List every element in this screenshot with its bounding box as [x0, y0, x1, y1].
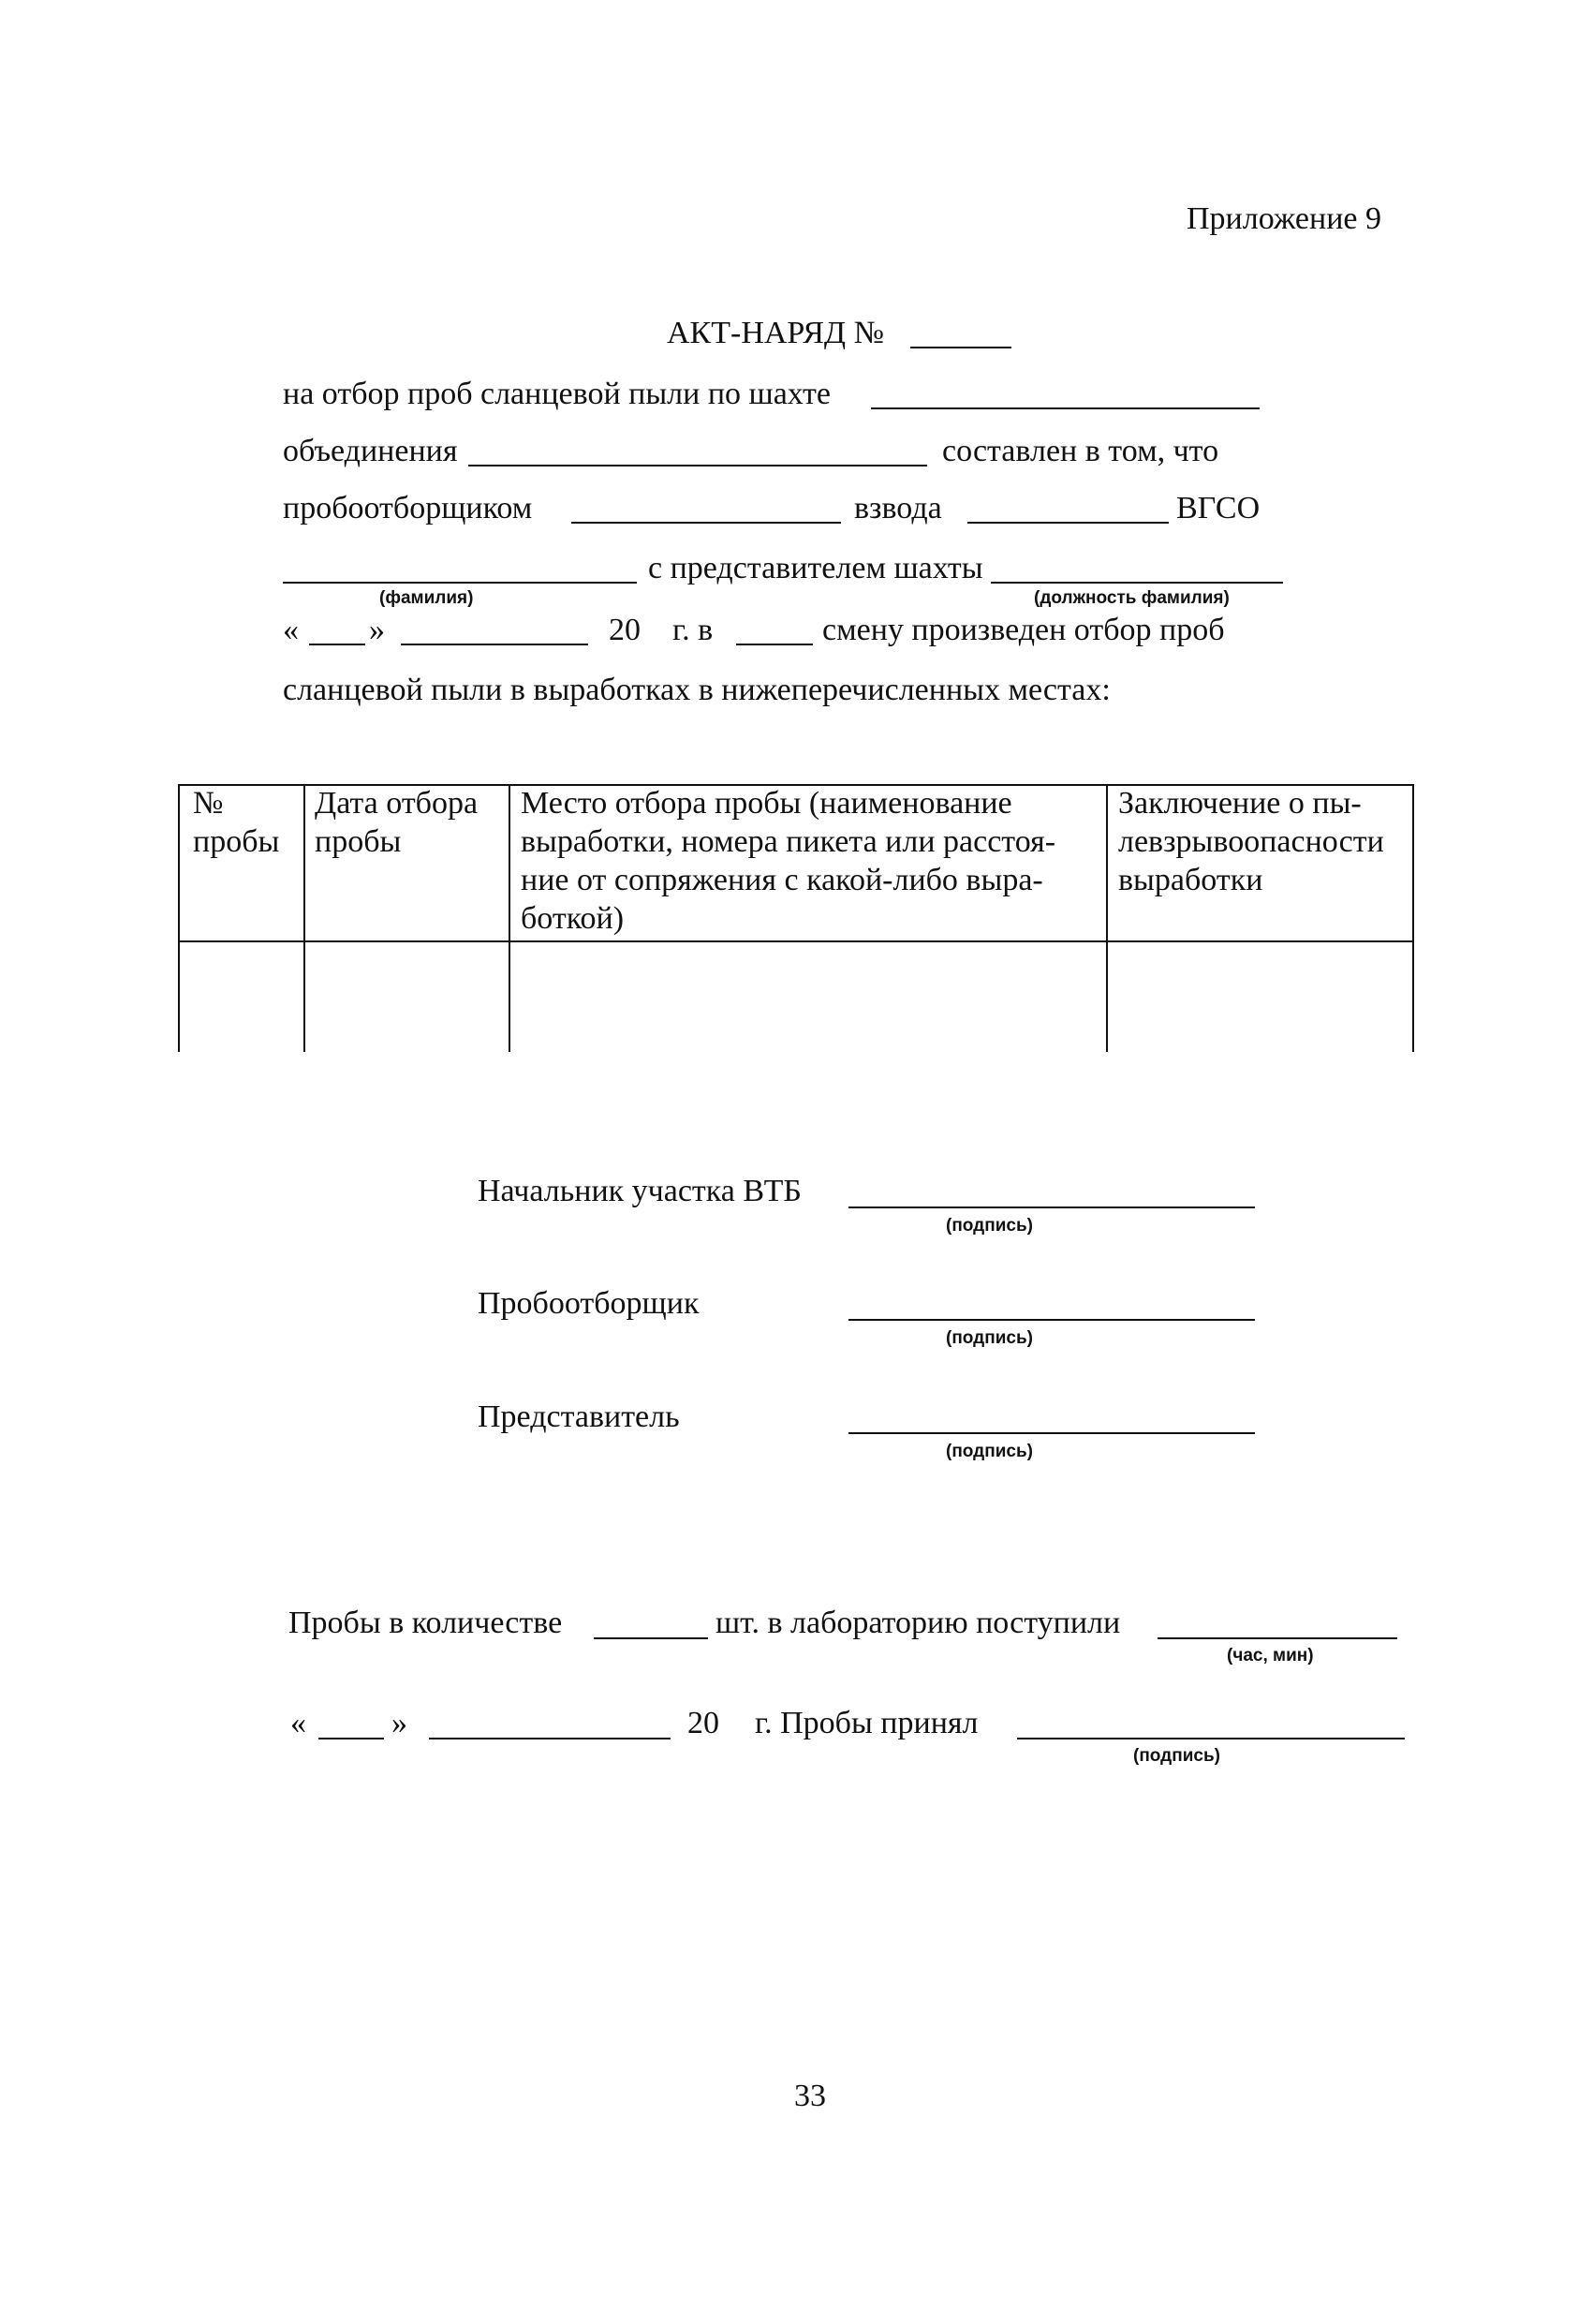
position-caption: (должность фамилия)	[1034, 588, 1230, 608]
document-title: АКТ-НАРЯД №	[667, 316, 885, 350]
position-surname-field[interactable]	[991, 582, 1283, 584]
vgso-label: ВГСО	[1176, 491, 1261, 525]
table-col-border	[1412, 784, 1414, 1052]
quote-open: «	[283, 613, 299, 647]
line-mine-label: на отбор проб сланцевой пыли по шахте	[283, 377, 831, 411]
month-field[interactable]	[429, 1738, 671, 1739]
table-header-conclusion: Заключение о пы- левзрывоопасности выработки	[1118, 786, 1384, 897]
shift-field[interactable]	[736, 644, 813, 645]
representative-label: с представителем шахты	[648, 551, 983, 585]
year-prefix: 20	[687, 1706, 719, 1740]
samples-table	[178, 784, 1414, 1052]
signature-field-chief[interactable]	[848, 1206, 1255, 1208]
page-number: 33	[794, 2079, 826, 2113]
signature-caption: (подпись)	[946, 1328, 1033, 1348]
received-by-label: г. Пробы принял	[755, 1706, 979, 1740]
sampler-label: пробоотборщиком	[283, 491, 533, 525]
samples-count-field[interactable]	[594, 1637, 708, 1639]
samples-count-label: Пробы в количестве	[288, 1606, 563, 1640]
table-header-place: Место отбора пробы (наименование выработки, номера пикета или расстоя- ние от сопряжения с какой-либо выра- боткой)	[521, 786, 1056, 936]
time-caption: (час, мин)	[1227, 1646, 1314, 1665]
quote-close: »	[369, 613, 385, 647]
table-header-date: Дата отбора пробы	[315, 786, 479, 859]
signature-field-representative[interactable]	[848, 1432, 1255, 1434]
appendix-label: Приложение 9	[1187, 201, 1381, 236]
table-row-number-cell[interactable]	[180, 942, 302, 1050]
mine-field[interactable]	[871, 407, 1260, 409]
received-by-signature-field[interactable]	[1017, 1738, 1405, 1739]
places-intro: сланцевой пыли в выработках в нижеперечисленных местах:	[283, 673, 1111, 707]
signature-caption: (подпись)	[946, 1442, 1033, 1461]
quote-open: «	[290, 1706, 306, 1740]
signature-label-representative: Представитель	[478, 1399, 680, 1434]
quote-close: »	[391, 1706, 407, 1740]
time-field[interactable]	[1158, 1637, 1397, 1639]
sampler-field[interactable]	[571, 522, 841, 524]
day-field[interactable]	[318, 1738, 384, 1739]
act-number-field[interactable]	[910, 347, 1011, 348]
signature-caption: (подпись)	[1133, 1746, 1220, 1766]
month-field[interactable]	[401, 644, 588, 645]
association-field[interactable]	[468, 465, 927, 466]
signature-field-sampler[interactable]	[848, 1319, 1255, 1321]
table-row-place-cell[interactable]	[510, 942, 1104, 1050]
day-field[interactable]	[309, 644, 365, 645]
year-prefix: 20	[609, 613, 641, 647]
signature-caption: (подпись)	[946, 1216, 1033, 1236]
year-shift-label: г. в	[672, 613, 714, 647]
table-header-number: № пробы	[193, 786, 280, 859]
lab-received-label: шт. в лабораторию поступили	[715, 1606, 1121, 1640]
platoon-label: взвода	[854, 491, 942, 525]
shift-text: смену произведен отбор проб	[822, 613, 1225, 647]
signature-label-sampler: Пробоотборщик	[478, 1286, 700, 1321]
platoon-field[interactable]	[967, 522, 1169, 524]
table-row-date-cell[interactable]	[305, 942, 507, 1050]
association-label: объединения	[283, 434, 458, 468]
table-row-conclusion-cell[interactable]	[1108, 942, 1410, 1050]
surname-field[interactable]	[283, 582, 637, 584]
compiled-label: составлен в том, что	[942, 434, 1219, 468]
signature-label-chief: Начальник участка ВТБ	[478, 1174, 802, 1208]
surname-caption: (фамилия)	[379, 588, 474, 608]
